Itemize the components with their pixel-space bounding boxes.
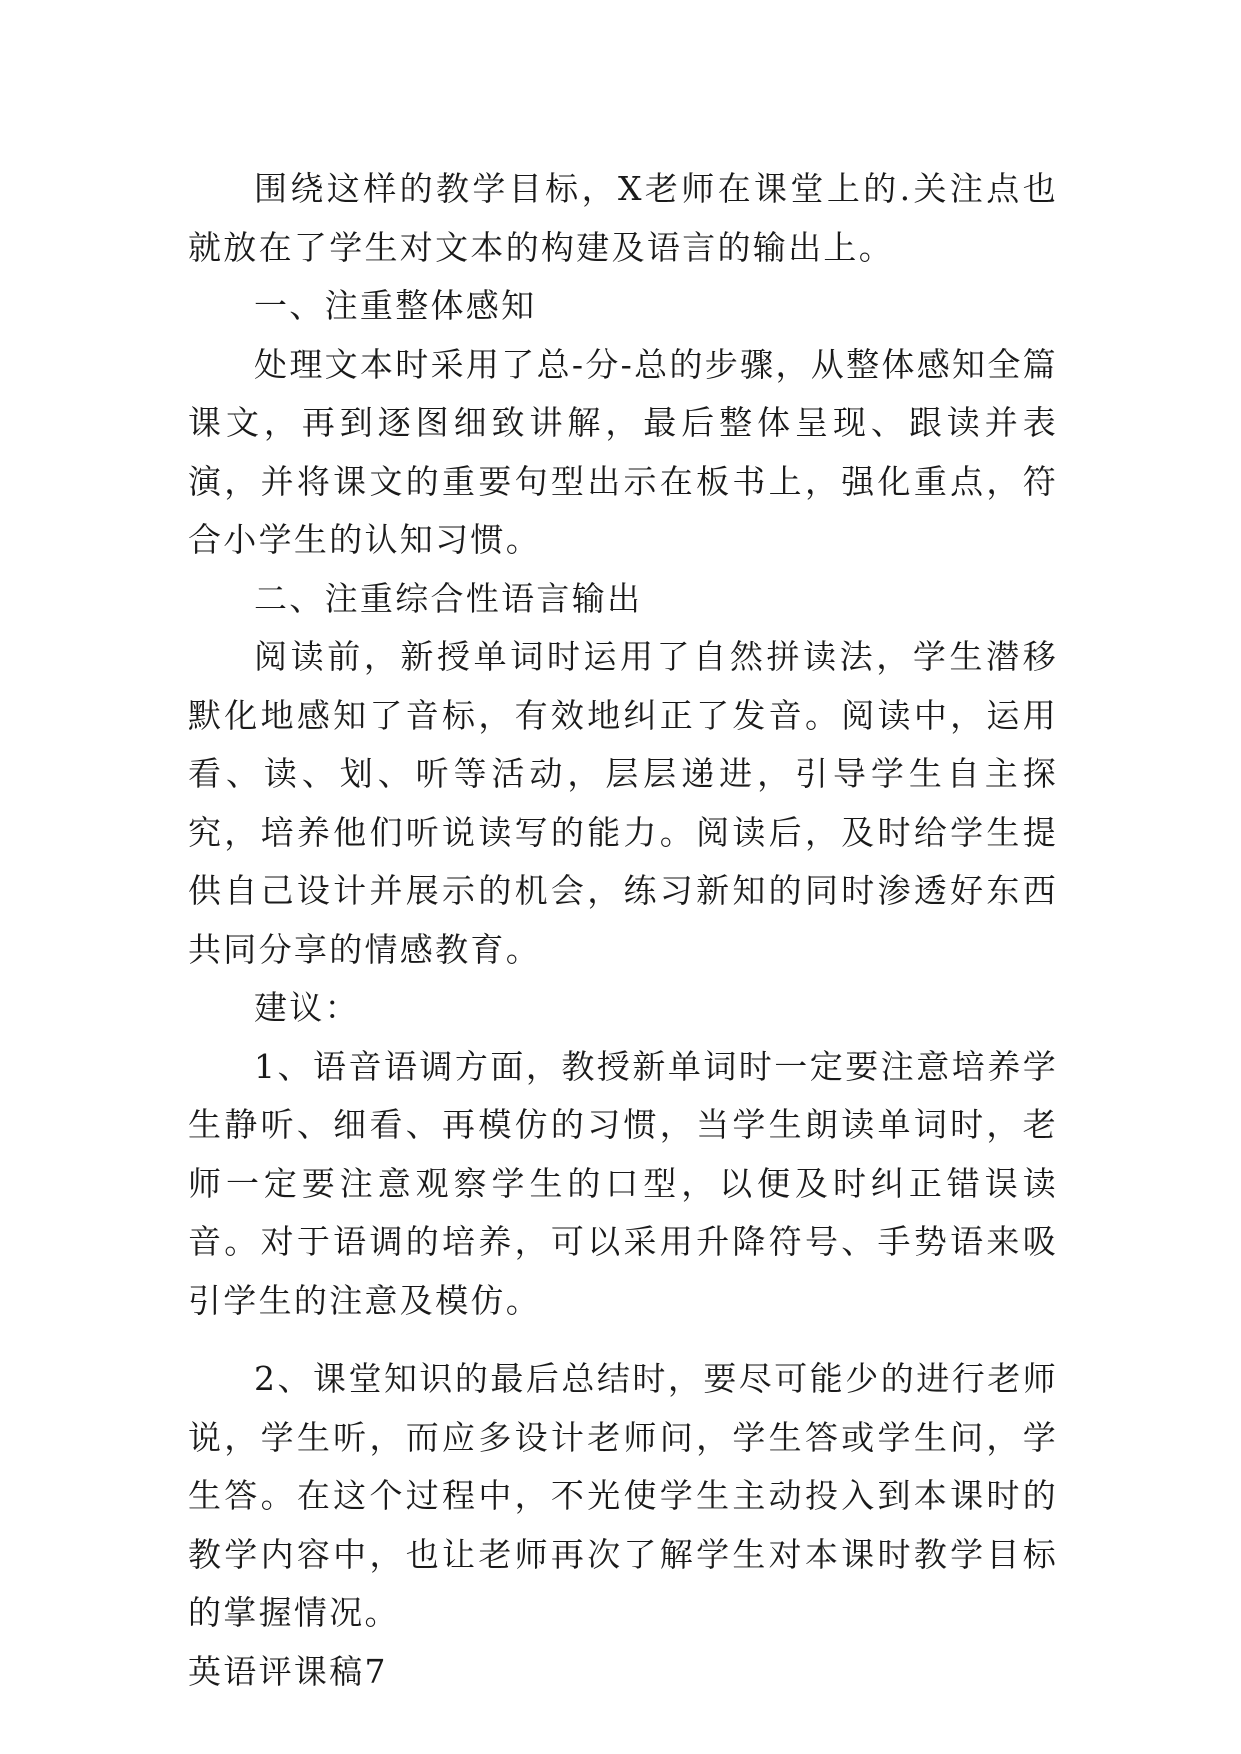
section-title: 英语评课稿7 (188, 1651, 388, 1691)
suggestion-item: 2、课堂知识的最后总结时，要尽可能少的进行老师说，学生听，而应多设计老师问，学生答或学生问，学生答。在这个过程中，不光使学生主动投入到本课时的教学内容中，也让老师再次了解学生对本课时教学目标的掌握情况。 (188, 1359, 1058, 1632)
subheading-holistic-perception: 一、注重整体感知 (254, 286, 537, 325)
subheading-language-output: 二、注重综合性语言输出 (254, 578, 643, 618)
document-page (188, 160, 1058, 1701)
body-paragraph: 处理文本时采用了总-分-总的步骤，从整体感知全篇课文，再到逐图细致讲解，最后整体呈现、跟读并表演，并将课文的重要句型出示在板书上，强化重点，符合小学生的认知习惯。 (188, 344, 1058, 559)
suggestion-item: 1、语音语调方面，教授新单词时一定要注意培养学生静听、细看、再模仿的习惯，当学生朗读单词时，老师一定要注意观察学生的口型，以便及时纠正错误读音。对于语调的培养，可以采用升降符号、手势语来吸引学生的注意及模仿。 (188, 1046, 1058, 1320)
body-paragraph: 围绕这样的教学目标，X老师在课堂上的.关注点也就放在了学生对文本的构建及语言的输出上。 (188, 169, 1058, 267)
body-paragraph: 阅读前，新授单词时运用了自然拼读法，学生潜移默化地感知了音标，有效地纠正了发音。阅读中，运用看、读、划、听等活动，层层递进，引导学生自主探究，培养他们听说读写的能力。阅读后，及时给学生提供自己设计并展示的机会，练习新知的同时渗透好东西共同分享的情感教育。 (188, 637, 1058, 969)
suggestions-heading: 建议： (254, 988, 360, 1027)
